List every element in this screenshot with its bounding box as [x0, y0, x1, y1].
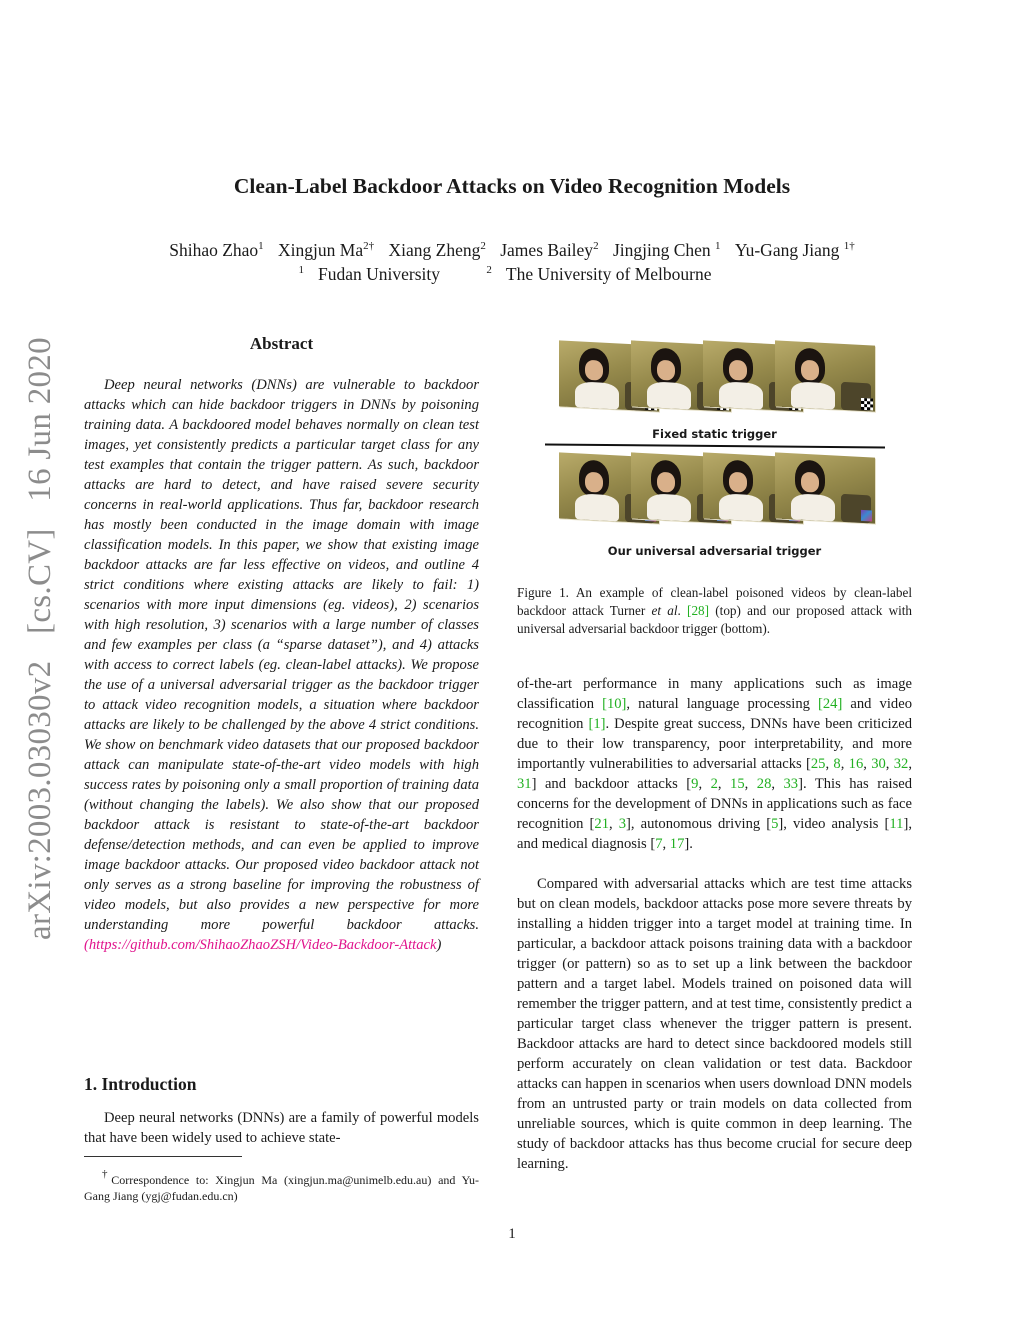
- text-run: ,: [908, 756, 912, 772]
- citation-link[interactable]: 32: [893, 756, 909, 772]
- citation-link[interactable]: 11: [889, 816, 904, 832]
- adversarial-trigger-frames: [559, 455, 874, 527]
- text-run: ,: [717, 776, 731, 792]
- arxiv-identifier: [22, 319, 59, 940]
- arxiv-category: [cs.CV]: [22, 528, 58, 634]
- adversarial-trigger-patch: [861, 510, 872, 522]
- citation-link[interactable]: 5: [771, 816, 779, 832]
- citation-link[interactable]: 31: [517, 776, 532, 792]
- video-frame: [775, 340, 875, 411]
- intro-paragraph-continued: [517, 674, 912, 854]
- arxiv-id: arXiv:2003.03030v2: [22, 660, 58, 940]
- text-run: ,: [840, 756, 849, 772]
- italic-text: et al: [651, 603, 678, 618]
- citation-link[interactable]: [28]: [687, 603, 710, 618]
- arxiv-date: 16 Jun 2020: [22, 337, 58, 502]
- text-run: ]. This has raised concerns for the development of DNNs in applications such as face recognition [: [517, 776, 913, 832]
- affiliation: $^2$ The University of Melbourne: [486, 264, 712, 284]
- text-run: .: [677, 603, 688, 618]
- citation-link[interactable]: 8: [833, 756, 841, 772]
- author: Shihao Zhao$^1$: [169, 240, 264, 260]
- figure-caption: [517, 584, 912, 638]
- citation-link[interactable]: 30: [871, 756, 886, 772]
- author: Jingjing Chen $^1$: [612, 240, 721, 260]
- citation-link[interactable]: [10]: [602, 696, 627, 712]
- citation-link[interactable]: 2: [710, 776, 718, 792]
- text-run: ], and medical diagnosis [: [517, 816, 912, 852]
- text-run: ], video analysis [: [778, 816, 890, 832]
- page-number: 1: [508, 1226, 516, 1242]
- figure-label-top: Fixed static trigger: [652, 427, 777, 441]
- video-frame: [775, 452, 875, 523]
- citation-link[interactable]: 33: [783, 776, 799, 792]
- text-run: ,: [825, 756, 834, 772]
- author-list: [0, 240, 1024, 261]
- figure-label-bottom: Our universal adversarial trigger: [607, 544, 822, 558]
- author: James Bailey$^2$: [500, 240, 599, 260]
- abstract-heading: Abstract: [249, 334, 314, 353]
- citation-link[interactable]: 25: [810, 756, 826, 772]
- text-run: ,: [662, 836, 670, 852]
- section-heading-introduction: 1. Introduction: [84, 1074, 197, 1094]
- text-run: ,: [698, 776, 711, 792]
- figure-divider: [545, 444, 885, 449]
- text-run: , natural language processing: [626, 696, 818, 712]
- citation-link[interactable]: 17: [669, 836, 685, 852]
- text-run: ,: [744, 776, 757, 792]
- citation-link[interactable]: 15: [730, 776, 745, 792]
- intro-paragraph: Deep neural networks (DNNs) are a family of powerful models that have been widely used to achieve state-: [84, 1110, 479, 1146]
- citation-link[interactable]: 16: [848, 756, 864, 772]
- figure-1: [517, 335, 912, 575]
- citation-link[interactable]: 9: [691, 776, 699, 792]
- citation-link[interactable]: [24]: [818, 696, 843, 712]
- footnote: †Correspondence to: Xingjun Ma (xingjun.ma@unimelb.edu.au) and Yu-Gang Jiang (ygj@fudan.edu.cn): [84, 1168, 479, 1203]
- citation-link[interactable]: 3: [618, 816, 627, 832]
- author: Yu-Gang Jiang $^{1\dagger}$: [734, 240, 855, 260]
- author: Xiang Zheng$^2$: [388, 240, 486, 260]
- footnote-divider: [84, 1156, 242, 1157]
- text-run: (top) and our proposed attack with universal adversarial backdoor trigger (bottom).: [517, 603, 913, 636]
- text-run: ].: [684, 836, 693, 852]
- static-trigger-patch: [861, 398, 873, 411]
- citation-link[interactable]: 21: [594, 816, 609, 832]
- static-trigger-frames: [559, 343, 874, 415]
- text-run: ,: [863, 756, 872, 772]
- citation-link[interactable]: 7: [655, 836, 663, 852]
- paper-title: Clean-Label Backdoor Attacks on Video Recognition Models: [233, 174, 791, 198]
- text-run: of-the-art performance in many applications such as image classification: [517, 676, 912, 712]
- intro-paragraph: Compared with adversarial attacks which are test time attacks but on clean models, backdoor attacks pose more severe threats by installing a hidden trigger into a target model at training time. In particular, a backdoor attack poisons training data with a backdoor trigger (or pattern) so as to set up a link between the backdoor pattern and a target label. Models trained on poisoned data will remember the trigger pattern, and at test time, consistently predict a particular target class whenever the trigger pattern is present. Backdoor attacks are hard to detect since backdoored models still perform accurately on clean validation or test data. Backdoor attacks can happen in scenarios when users download DNN models from an untrusted party or train models on data collected from unreliable sources, which is quite common in deep learning. The study of backdoor attacks has thus become crucial for secure deep learning.: [517, 876, 912, 1172]
- citation-link[interactable]: 28: [756, 776, 772, 792]
- abstract-body: Deep neural networks (DNNs) are vulnerable to backdoor attacks which can hide backdoor triggers in DNNs by poisoning training data. A backdoored model behaves normally on clean test images, yet consistently predicts a particular target class for any test examples that contain the trigger pattern. As such, backdoor attacks are hard to detect, and have raised severe security concerns in real-world applications. Thus far, backdoor research has mostly been conducted in the image domain with image classification models. In this paper, we show that existing image backdoor attacks are far less effective on videos, and outline 4 strict conditions where existing attacks are likely to fail: 1) scenarios with more input dimensions (eg. videos), 2) scenarios with high resolution, 3) scenarios with a large number of classes and few examples per class (a “sparse dataset”), and 4) attacks with access to correct labels (eg. clean-label attacks). We propose the use of a universal adversarial trigger as the backdoor trigger to attack video recognition models, a situation where backdoor attacks are likely to be challenged by the above 4 strict conditions. We show on benchmark video datasets that our proposed backdoor attack can manipulate state-of-the-art video models with high success rates by poisoning only a small proportion of training data (without changing the labels). We also show that our proposed backdoor attack is resistant to state-of-the-art backdoor defense/detection methods, and can even be applied to improve image backdoor attacks. Our proposed video backdoor attack not only serves as a strong baseline for improving the robustness of video models, but also provides a new perspective for more understanding more powerful backdoor attacks.(https://github.com/ShihaoZhaoZSH/Video-Backdoor-Attack): [84, 377, 479, 953]
- text-run: ] and backdoor attacks [: [531, 776, 692, 792]
- citation-link[interactable]: [1]: [588, 716, 606, 732]
- code-link[interactable]: (https://github.com/ShihaoZhaoZSH/Video-Backdoor-Attack: [84, 937, 437, 953]
- text-run: and video recognition: [517, 696, 912, 732]
- text-run: ,: [609, 816, 619, 832]
- text-run: ,: [771, 776, 784, 792]
- affiliation: $^1$ Fudan University: [298, 264, 441, 284]
- text-run: . Despite great success, DNNs have been criticized due to their low transparency, poor interpretability, and more importantly vulnerabilities to adversarial attacks [: [517, 716, 912, 772]
- author: Xingjun $Ma^{2\dagger}$: [278, 240, 375, 260]
- text-run: ,: [885, 756, 894, 772]
- affiliation-list: [0, 264, 1024, 285]
- text-run: ], autonomous driving [: [626, 816, 772, 832]
- text-run: Figure 1. An example of clean-label poisoned videos by clean-label backdoor attack Turner: [517, 585, 912, 618]
